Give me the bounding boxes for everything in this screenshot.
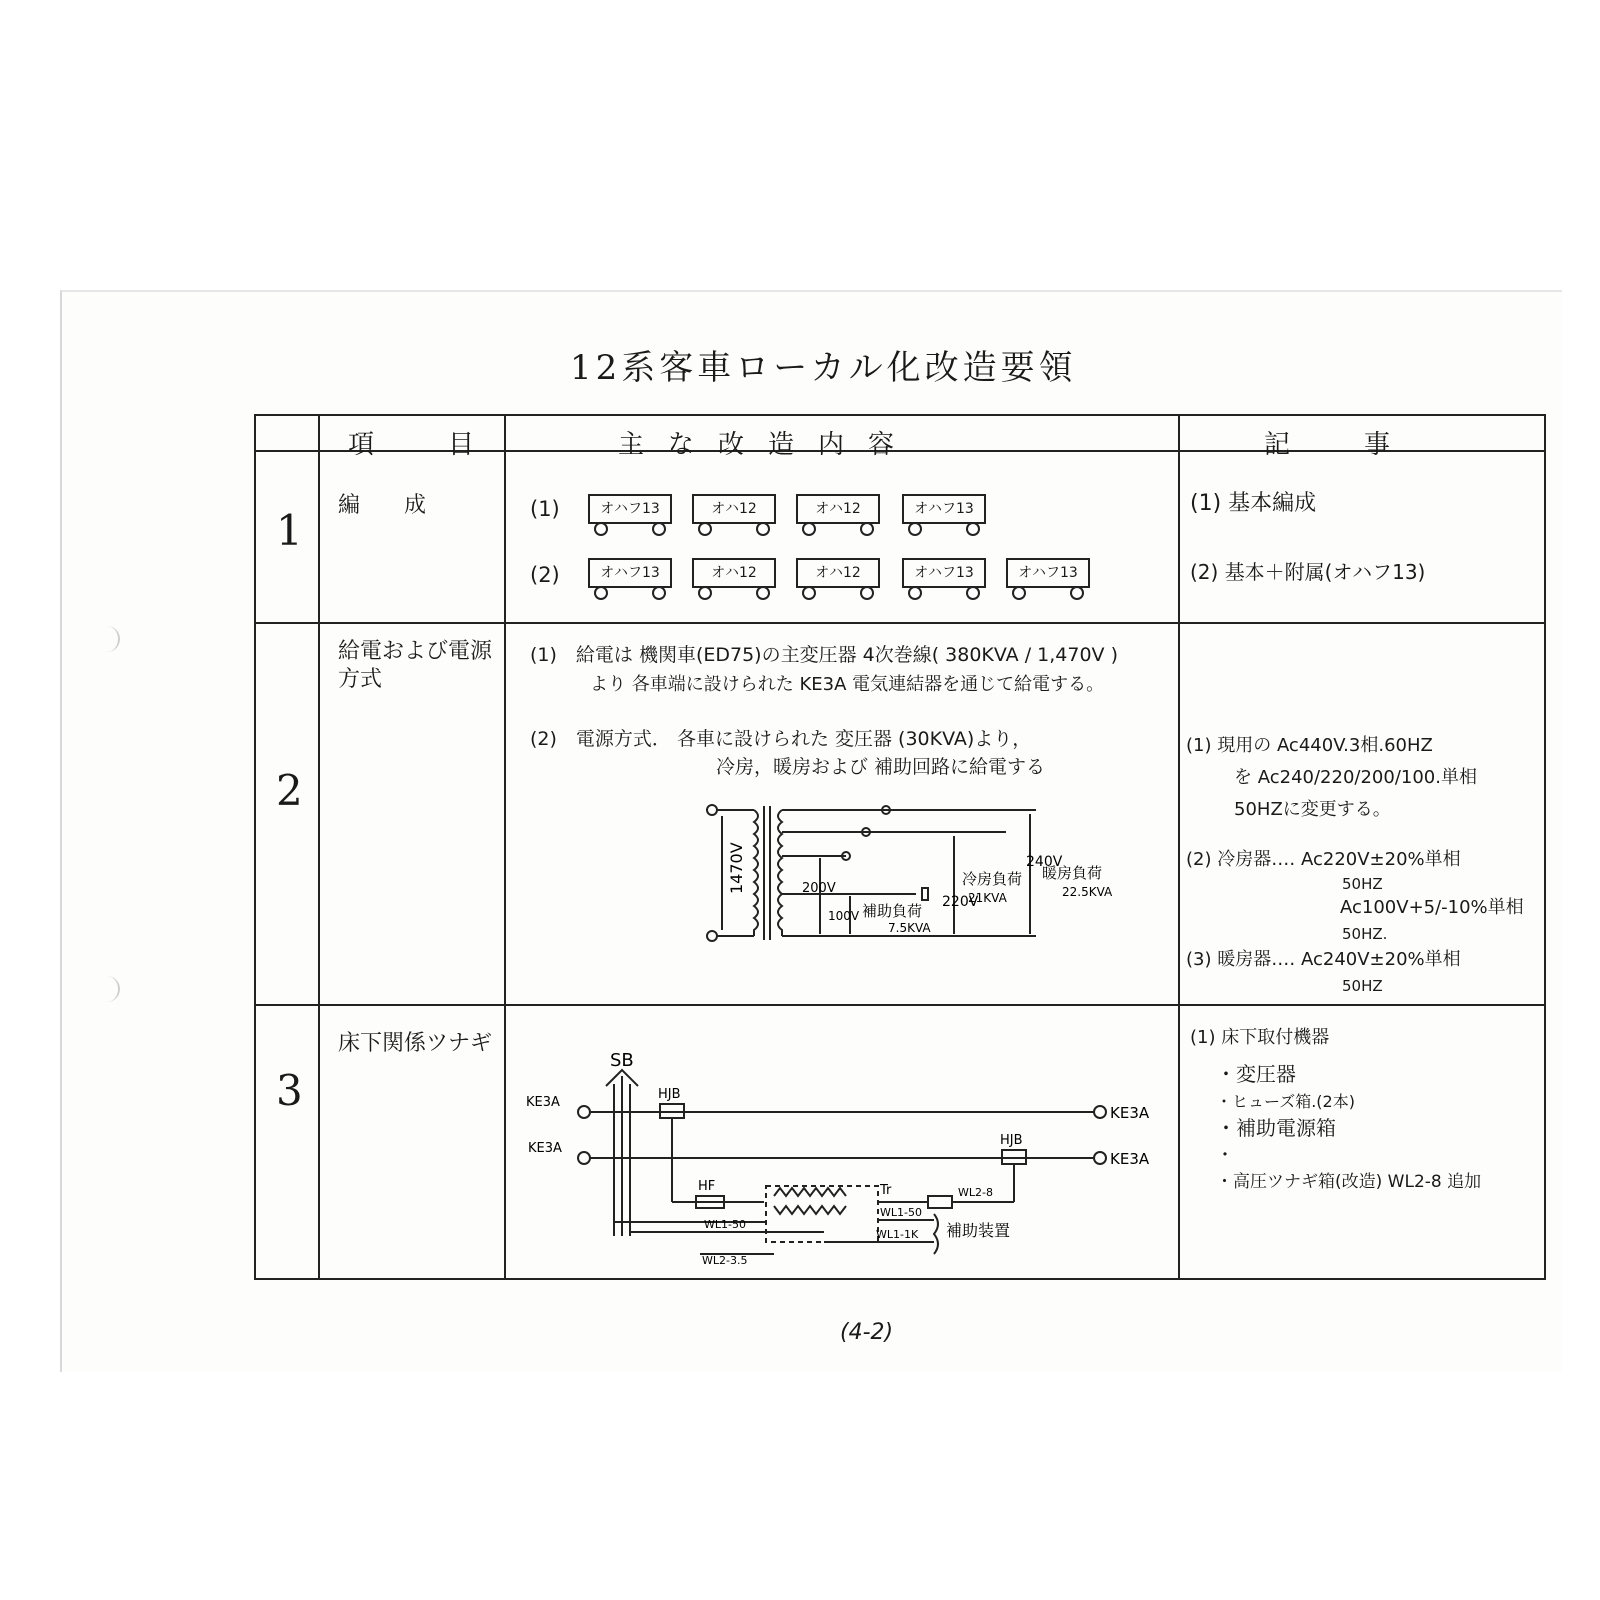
row-number: 1	[276, 506, 303, 555]
remark-line: ・高圧ツナギ箱(改造) WL2-8 追加	[1216, 1172, 1482, 1192]
cable-label: WL1-1K	[876, 1228, 919, 1241]
formation-label: (2)	[530, 563, 560, 587]
car-box: オハフ13	[902, 558, 986, 588]
content-line: 冷房，暖房および 補助回路に給電する	[716, 756, 1046, 778]
fuse-label: HF	[698, 1179, 716, 1194]
connector-label: KE3A	[1110, 1104, 1150, 1122]
load-label: 補助負荷	[862, 902, 923, 920]
row-item: 床下関係ツナギ	[338, 1031, 493, 1056]
transformer-diagram	[696, 796, 1116, 956]
remark-line: ・	[1216, 1145, 1234, 1166]
remark-line: 50HZ.	[1342, 925, 1388, 943]
cable-label: WL2-8	[958, 1186, 993, 1199]
remark-line: ・補助電源箱	[1216, 1116, 1336, 1140]
junction-box-label: HJB	[1000, 1133, 1023, 1148]
content-line: より 各車端に設けられた KE3A 電気連結器を通じて給電する。	[590, 674, 1105, 695]
voltage-label: 100V	[828, 909, 860, 923]
car-box: オハ12	[692, 494, 776, 524]
header-remarks: 記 事	[1264, 430, 1415, 460]
connector-label: KE3A	[528, 1141, 562, 1156]
remark-line: (2) 冷房器‥‥ Ac220V±20%単相	[1186, 849, 1461, 870]
content-line: (2) 電源方式． 各車に設けられた 変圧器 (30KVA)より，	[530, 728, 1032, 750]
voltage-label: 240V	[1026, 854, 1063, 870]
car-box: オハ12	[796, 558, 880, 588]
remark-line: 50HZに変更する。	[1234, 799, 1391, 820]
remark-line: (1) 現用の Ac440V.3相.60HZ	[1186, 735, 1433, 756]
car-box: オハ12	[796, 494, 880, 524]
row-number: 2	[276, 766, 303, 815]
remark-line: ・ヒューズ箱.(2本)	[1216, 1092, 1355, 1111]
connector-label: KE3A	[526, 1095, 560, 1110]
page-number: (4-2)	[840, 1320, 894, 1345]
car-box: オハフ13	[1006, 558, 1090, 588]
remark-line: ・変圧器	[1216, 1062, 1296, 1086]
car-box: オハフ13	[588, 494, 672, 524]
voltage-label: 200V	[802, 881, 836, 896]
voltage-label: 220V	[942, 894, 979, 910]
load-value: 22.5KVA	[1062, 885, 1113, 899]
row-item: 給電および電源	[338, 639, 493, 664]
row-item: 方式	[338, 667, 383, 692]
document-title: 12系客車ローカル化改造要領	[570, 348, 1077, 388]
remark-line: (2) 基本＋附属(オハフ13)	[1190, 560, 1426, 584]
remark-line: (1) 床下取付機器	[1190, 1027, 1330, 1048]
header-content: 主な改造内容	[618, 430, 919, 460]
car-box: オハ12	[692, 558, 776, 588]
car-box: オハフ13	[902, 494, 986, 524]
remark-line: を Ac240/220/200/100.単相	[1234, 767, 1477, 788]
transformer-label: Tr	[880, 1183, 892, 1198]
remark-line: (3) 暖房器‥‥ Ac240V±20%単相	[1186, 949, 1461, 970]
remark-line: 50HZ	[1342, 977, 1383, 995]
row-item: 編 成	[338, 493, 427, 518]
underfloor-wiring-diagram	[524, 1036, 1174, 1266]
load-label: 暖房負荷	[1042, 864, 1103, 882]
row-number: 3	[276, 1066, 303, 1115]
cable-label: WL2-3.5	[702, 1254, 748, 1266]
car-box: オハフ13	[588, 558, 672, 588]
load-value: 21KVA	[968, 891, 1007, 905]
load-label: 冷房負荷	[962, 870, 1023, 888]
cable-label: WL1-50	[704, 1218, 746, 1231]
remark-line: Ac100V+5/-10%単相	[1340, 897, 1524, 918]
remark-line: (1) 基本編成	[1190, 491, 1317, 516]
voltage-label: 1470V	[727, 842, 746, 894]
modification-table	[254, 414, 1546, 1280]
aux-device-label: 補助装置	[946, 1221, 1011, 1240]
sb-label: SB	[610, 1050, 634, 1071]
remark-line: 50HZ	[1342, 875, 1383, 893]
load-value: 7.5KVA	[888, 921, 931, 935]
header-item: 項 目	[348, 430, 499, 460]
junction-box-label: HJB	[658, 1087, 681, 1102]
content-line: (1) 給電は 機関車(ED75)の主変圧器 4次巻線( 380KVA / 1,470V )	[530, 644, 1118, 666]
formation-label: (1)	[530, 497, 560, 521]
connector-label: KE3A	[1110, 1150, 1150, 1168]
cable-label: WL1-50	[880, 1206, 922, 1219]
